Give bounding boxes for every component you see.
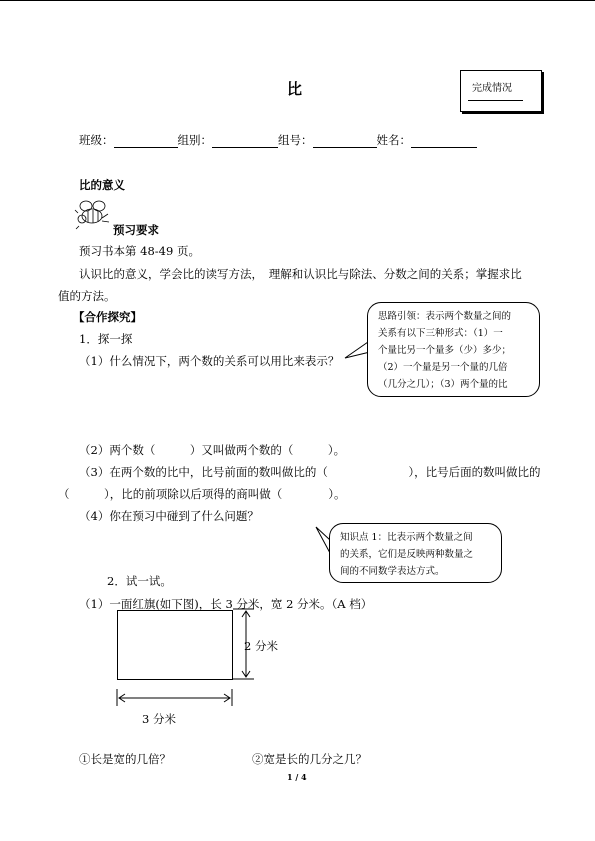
tip-line: 关系有以下三种形式：（1）一 <box>378 328 503 339</box>
width-label: 2 分米 <box>244 639 278 653</box>
group-label: 组别： <box>177 133 212 147</box>
question-3-line-1: （3）在两个数的比中，比号前面的数叫做比的（ ），比号后面的数叫做比的 <box>79 465 541 479</box>
knowledge-line: 的关系，它们是反映两种数量之 <box>340 549 474 560</box>
section-heading: 比的意义 <box>79 178 125 192</box>
question-4: （4）你在预习中碰到了什么问题？ <box>79 509 259 523</box>
length-dimension-arrow <box>117 689 232 706</box>
name-label: 姓名： <box>376 133 411 147</box>
question-2: （2）两个数（ ）又叫做两个数的（ ）。 <box>79 443 346 457</box>
page-number: 1 / 4 <box>287 772 307 782</box>
class-label: 班级： <box>79 133 114 147</box>
tip-line: （几分之几）；（3）两个量的比 <box>378 379 508 390</box>
knowledge-bubble-tail <box>316 527 330 553</box>
completion-label: 完成情况 <box>472 83 512 94</box>
preview-heading: 预习要求 <box>113 223 159 237</box>
tip-line: （2）一个量是另一个量的几倍 <box>378 362 508 373</box>
length-label: 3 分米 <box>142 712 176 726</box>
explore-heading: 1．探一探 <box>79 332 133 346</box>
knowledge-line: 间的不同数学表达方式。 <box>340 566 445 577</box>
cooperation-heading: 【合作探究】 <box>73 310 142 324</box>
knowledge-line: 知识点 1：比表示两个数量之间 <box>340 532 473 543</box>
sub-question-b: ②宽是长的几分之几？ <box>252 752 367 766</box>
knowledge-bubble <box>329 523 502 583</box>
page-title: 比 <box>287 80 303 98</box>
try-heading: 2．试一试。 <box>107 574 172 588</box>
flag-rectangle <box>117 610 233 680</box>
question-1: （1）什么情况下，两个数的关系可以用比来表示？ <box>79 354 340 368</box>
question-3-line-2: （ ），比的前项除以后项得的商叫做（ ）。 <box>58 487 346 501</box>
preview-line-3: 值的方法。 <box>58 289 116 303</box>
tip-line: 个量比另一个量多（少）多少； <box>378 345 512 356</box>
preview-line-2: 认识比的意义，学会比的读写方法， 理解和认识比与除法、分数之间的关系；掌握求比 <box>79 267 522 281</box>
tip-line: 思路引领：表示两个数量之间的 <box>378 311 512 322</box>
tip-bubble <box>367 302 540 397</box>
try-problem-1: （1）一面红旗(如下图)，长 3 分米，宽 2 分米。（A 档） <box>79 597 373 611</box>
sub-question-a: ①长是宽的几倍？ <box>79 752 171 766</box>
preview-line-1: 预习书本第 48-49 页。 <box>79 244 200 258</box>
group-no-label: 组号： <box>278 133 313 147</box>
bee-icon <box>75 201 109 229</box>
